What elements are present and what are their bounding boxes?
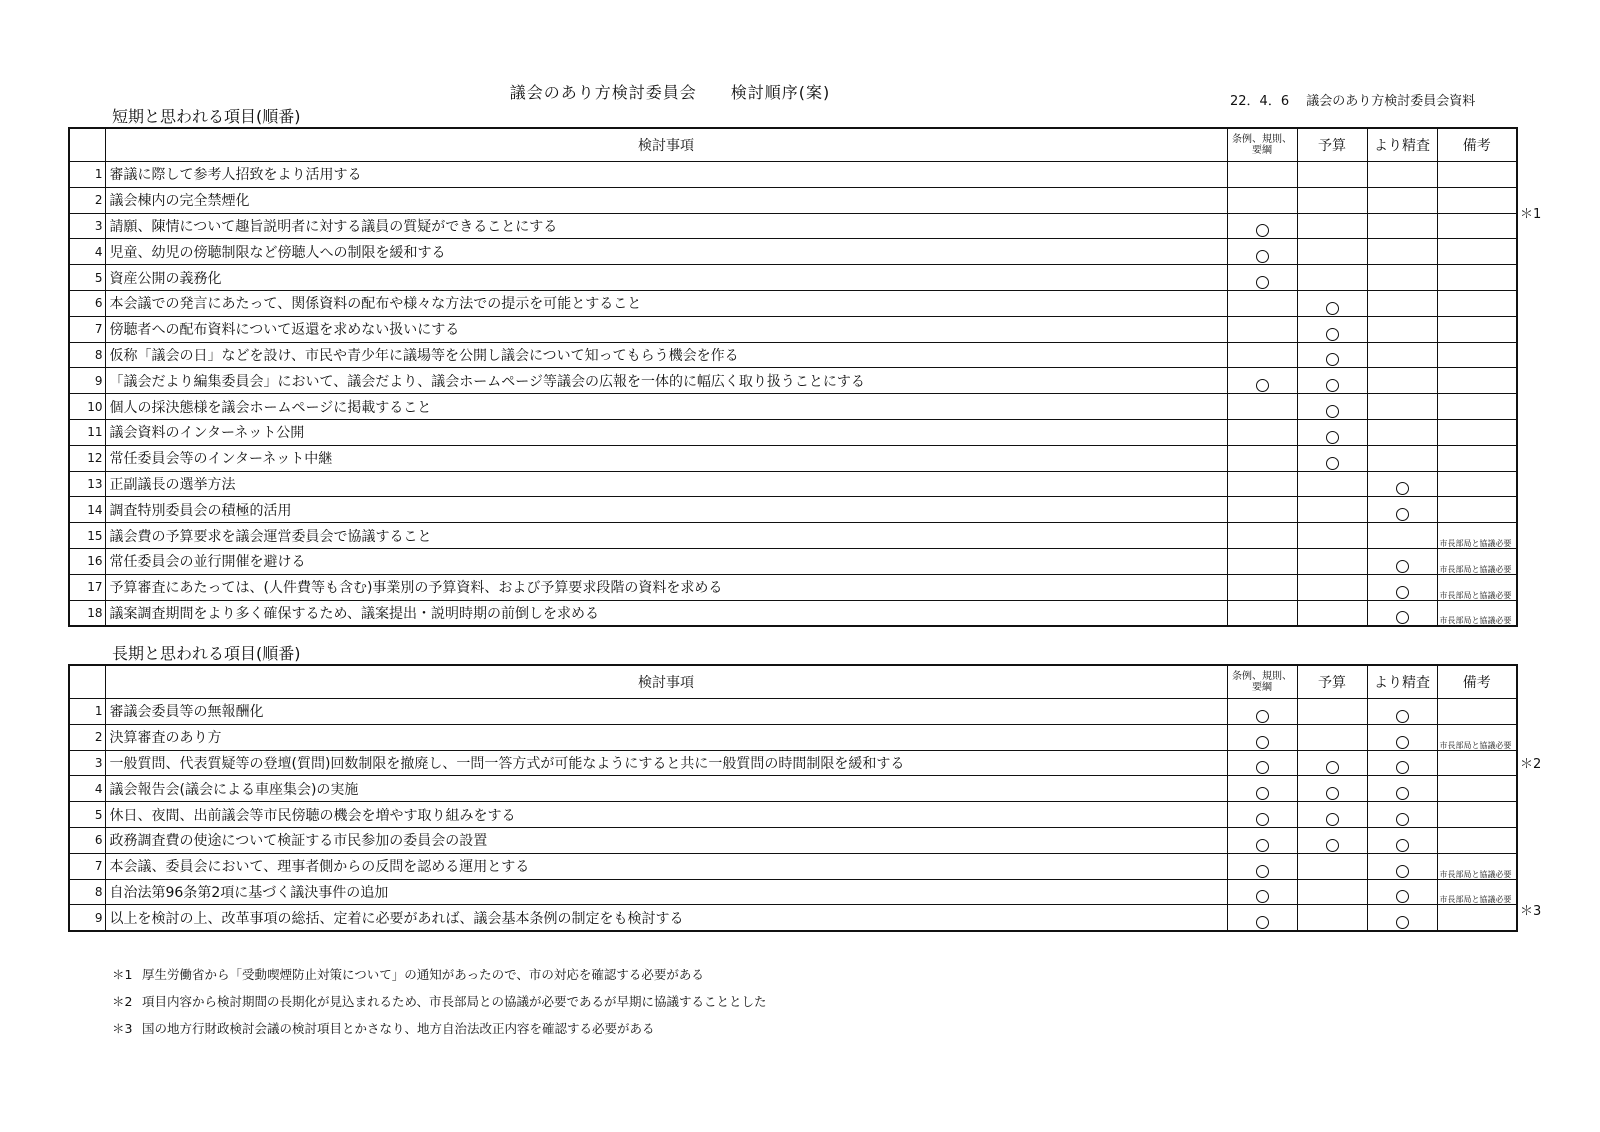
review-mark-cell xyxy=(1367,368,1437,394)
circle-mark-icon xyxy=(1256,890,1269,903)
header-item: 検討事項 xyxy=(105,128,1227,162)
remarks-cell xyxy=(1437,776,1517,802)
row-number: 7 xyxy=(69,853,105,879)
circle-mark-icon xyxy=(1326,353,1339,366)
row-number: 9 xyxy=(69,905,105,931)
ordinance-mark-cell xyxy=(1227,905,1297,931)
budget-mark-cell xyxy=(1297,290,1367,316)
circle-mark-icon xyxy=(1396,761,1409,774)
remarks-cell xyxy=(1437,445,1517,471)
remarks-cell xyxy=(1437,239,1517,265)
circle-mark-icon xyxy=(1326,302,1339,315)
budget-mark-cell xyxy=(1297,445,1367,471)
circle-mark-icon xyxy=(1326,405,1339,418)
remarks-cell xyxy=(1437,699,1517,725)
table-row xyxy=(69,879,1517,905)
row-item-text: 資産公開の義務化 xyxy=(105,265,1227,291)
footnote-1 xyxy=(112,965,704,983)
circle-mark-icon xyxy=(1256,736,1269,749)
circle-mark-icon xyxy=(1326,379,1339,392)
table-row xyxy=(69,497,1517,523)
budget-mark-cell xyxy=(1297,776,1367,802)
ordinance-mark-cell xyxy=(1227,471,1297,497)
circle-mark-icon xyxy=(1256,276,1269,289)
circle-mark-icon xyxy=(1326,457,1339,470)
row-number: 8 xyxy=(69,342,105,368)
budget-mark-cell xyxy=(1297,239,1367,265)
row-item-text: 議会報告会(議会による車座集会)の実施 xyxy=(105,776,1227,802)
table-row xyxy=(69,776,1517,802)
budget-mark-cell xyxy=(1297,419,1367,445)
header-row xyxy=(69,665,1517,699)
row-item-text: 正副議長の選挙方法 xyxy=(105,471,1227,497)
review-mark-cell xyxy=(1367,802,1437,828)
budget-mark-cell xyxy=(1297,316,1367,342)
row-number: 5 xyxy=(69,802,105,828)
ordinance-mark-cell xyxy=(1227,316,1297,342)
ordinance-mark-cell xyxy=(1227,724,1297,750)
circle-mark-icon xyxy=(1256,379,1269,392)
row-item-text: 一般質問、代表質疑等の登壇(質問)回数制限を撤廃し、一問一答方式が可能なようにすると共に一般質問の時間制限を緩和する xyxy=(105,750,1227,776)
table-row xyxy=(69,574,1517,600)
row-item-text: 議案調査期間をより多く確保するため、議案提出・説明時期の前倒しを求める xyxy=(105,600,1227,626)
table-row xyxy=(69,724,1517,750)
remarks-cell xyxy=(1437,342,1517,368)
row-item-text: 以上を検討の上、改革事項の総括、定着に必要があれば、議会基本条例の制定をも検討する xyxy=(105,905,1227,931)
table-row xyxy=(69,394,1517,420)
budget-mark-cell xyxy=(1297,750,1367,776)
row-number: 2 xyxy=(69,724,105,750)
review-mark-cell xyxy=(1367,290,1437,316)
row-item-text: 本会議での発言にあたって、関係資料の配布や様々な方法での提示を可能とすること xyxy=(105,290,1227,316)
table-row xyxy=(69,905,1517,931)
ordinance-mark-cell xyxy=(1227,802,1297,828)
budget-mark-cell xyxy=(1297,879,1367,905)
table-row xyxy=(69,750,1517,776)
ordinance-mark-cell xyxy=(1227,419,1297,445)
row-item-text: 傍聴者への配布資料について返還を求めない扱いにする xyxy=(105,316,1227,342)
circle-mark-icon xyxy=(1396,611,1409,624)
remarks-cell: 市長部局と協議必要 xyxy=(1437,523,1517,549)
row-item-text: 審議に際して参考人招致をより活用する xyxy=(105,162,1227,188)
document-reference: 22．4．6 議会のあり方検討委員会資料 xyxy=(1230,94,1476,109)
review-mark-cell xyxy=(1367,724,1437,750)
circle-mark-icon xyxy=(1256,916,1269,929)
ordinance-mark-cell xyxy=(1227,574,1297,600)
remarks-cell xyxy=(1437,290,1517,316)
circle-mark-icon xyxy=(1396,865,1409,878)
row-item-text: 常任委員会等のインターネット中継 xyxy=(105,445,1227,471)
row-number: 12 xyxy=(69,445,105,471)
row-number: 2 xyxy=(69,187,105,213)
row-item-text: 政務調査費の使途について検証する市民参加の委員会の設置 xyxy=(105,827,1227,853)
circle-mark-icon xyxy=(1326,839,1339,852)
header-number-cell xyxy=(69,665,105,699)
row-item-text: 調査特別委員会の積極的活用 xyxy=(105,497,1227,523)
short-term-title: 短期と思われる項目(順番) xyxy=(112,107,301,126)
budget-mark-cell xyxy=(1297,853,1367,879)
budget-mark-cell xyxy=(1297,187,1367,213)
row-item-text: 常任委員会の並行開催を避ける xyxy=(105,548,1227,574)
header-review: より精査 xyxy=(1367,665,1437,699)
row-item-text: 「議会だより編集委員会」において、議会だより、議会ホームページ等議会の広報を一体的に幅広く取り扱うことにする xyxy=(105,368,1227,394)
remarks-cell xyxy=(1437,394,1517,420)
remarks-cell xyxy=(1437,471,1517,497)
side-mark-1: ＊1 xyxy=(1520,207,1542,222)
row-number: 15 xyxy=(69,523,105,549)
budget-mark-cell xyxy=(1297,724,1367,750)
row-item-text: 児童、幼児の傍聴制限など傍聴人への制限を緩和する xyxy=(105,239,1227,265)
row-number: 6 xyxy=(69,827,105,853)
circle-mark-icon xyxy=(1256,865,1269,878)
ordinance-mark-cell xyxy=(1227,750,1297,776)
footnote-text: 項目内容から検討期間の長期化が見込まれるため、市長部局との協議が必要であるが早期に協議することとした xyxy=(142,994,767,1009)
table-row xyxy=(69,419,1517,445)
footnote-2 xyxy=(112,992,767,1010)
remarks-cell xyxy=(1437,316,1517,342)
row-number: 7 xyxy=(69,316,105,342)
circle-mark-icon xyxy=(1256,813,1269,826)
review-mark-cell xyxy=(1367,548,1437,574)
row-item-text: 自治法第96条第2項に基づく議決事件の追加 xyxy=(105,879,1227,905)
footnote-text: 国の地方行財政検討会議の検討項目とかさなり、地方自治法改正内容を確認する必要がある xyxy=(142,1021,655,1036)
row-item-text: 本会議、委員会において、理事者側からの反問を認める運用とする xyxy=(105,853,1227,879)
review-mark-cell xyxy=(1367,445,1437,471)
budget-mark-cell xyxy=(1297,905,1367,931)
review-mark-cell xyxy=(1367,394,1437,420)
circle-mark-icon xyxy=(1396,586,1409,599)
budget-mark-cell xyxy=(1297,548,1367,574)
row-number: 8 xyxy=(69,879,105,905)
row-item-text: 議会資料のインターネット公開 xyxy=(105,419,1227,445)
table-row xyxy=(69,802,1517,828)
circle-mark-icon xyxy=(1396,890,1409,903)
remarks-cell xyxy=(1437,368,1517,394)
remarks-cell xyxy=(1437,905,1517,931)
ordinance-mark-cell xyxy=(1227,213,1297,239)
table-row xyxy=(69,342,1517,368)
row-number: 9 xyxy=(69,368,105,394)
budget-mark-cell xyxy=(1297,471,1367,497)
remarks-cell: 市長部局と協議必要 xyxy=(1437,574,1517,600)
remarks-cell: 市長部局と協議必要 xyxy=(1437,853,1517,879)
table-row xyxy=(69,471,1517,497)
table-row xyxy=(69,368,1517,394)
review-mark-cell xyxy=(1367,239,1437,265)
table-row xyxy=(69,162,1517,188)
ordinance-mark-cell xyxy=(1227,368,1297,394)
ordinance-mark-cell xyxy=(1227,265,1297,291)
review-mark-cell xyxy=(1367,316,1437,342)
review-mark-cell xyxy=(1367,600,1437,626)
circle-mark-icon xyxy=(1326,431,1339,444)
remarks-cell xyxy=(1437,827,1517,853)
review-mark-cell xyxy=(1367,905,1437,931)
circle-mark-icon xyxy=(1396,787,1409,800)
circle-mark-icon xyxy=(1396,482,1409,495)
long-term-table xyxy=(68,664,1518,932)
long-term-title: 長期と思われる項目(順番) xyxy=(112,644,301,663)
row-number: 11 xyxy=(69,419,105,445)
budget-mark-cell xyxy=(1297,827,1367,853)
ordinance-mark-cell xyxy=(1227,342,1297,368)
ordinance-mark-cell xyxy=(1227,162,1297,188)
review-mark-cell xyxy=(1367,162,1437,188)
row-number: 5 xyxy=(69,265,105,291)
remarks-cell: 市長部局と協議必要 xyxy=(1437,548,1517,574)
header-item: 検討事項 xyxy=(105,665,1227,699)
row-number: 3 xyxy=(69,213,105,239)
circle-mark-icon xyxy=(1326,761,1339,774)
circle-mark-icon xyxy=(1256,224,1269,237)
side-mark-2: ＊2 xyxy=(1520,757,1542,772)
header-remarks: 備考 xyxy=(1437,128,1517,162)
review-mark-cell xyxy=(1367,879,1437,905)
remarks-cell xyxy=(1437,419,1517,445)
review-mark-cell xyxy=(1367,342,1437,368)
header-number-cell xyxy=(69,128,105,162)
circle-mark-icon xyxy=(1396,916,1409,929)
row-number: 13 xyxy=(69,471,105,497)
budget-mark-cell xyxy=(1297,574,1367,600)
circle-mark-icon xyxy=(1396,508,1409,521)
remarks-cell xyxy=(1437,213,1517,239)
footnote-mark: ＊1 xyxy=(112,967,133,982)
footnote-text: 厚生労働省から「受動喫煙防止対策について」の通知があったので、市の対応を確認する必要がある xyxy=(142,967,704,982)
remarks-cell: 市長部局と協議必要 xyxy=(1437,600,1517,626)
circle-mark-icon xyxy=(1396,813,1409,826)
remarks-cell xyxy=(1437,162,1517,188)
row-item-text: 請願、陳情について趣旨説明者に対する議員の質疑ができることにする xyxy=(105,213,1227,239)
footnote-mark: ＊3 xyxy=(112,1021,133,1036)
header-ordinance: 条例、規則、要綱 xyxy=(1227,128,1297,162)
circle-mark-icon xyxy=(1326,787,1339,800)
ordinance-mark-cell xyxy=(1227,394,1297,420)
row-number: 4 xyxy=(69,239,105,265)
budget-mark-cell xyxy=(1297,497,1367,523)
ordinance-mark-cell xyxy=(1227,827,1297,853)
table-row xyxy=(69,827,1517,853)
table-row xyxy=(69,600,1517,626)
remarks-cell: 市長部局と協議必要 xyxy=(1437,724,1517,750)
ordinance-mark-cell xyxy=(1227,187,1297,213)
ordinance-mark-cell xyxy=(1227,776,1297,802)
table-row xyxy=(69,523,1517,549)
review-mark-cell xyxy=(1367,213,1437,239)
header-budget: 予算 xyxy=(1297,128,1367,162)
review-mark-cell xyxy=(1367,419,1437,445)
ordinance-mark-cell xyxy=(1227,497,1297,523)
remarks-cell: 市長部局と協議必要 xyxy=(1437,879,1517,905)
row-item-text: 議会費の予算要求を議会運営委員会で協議すること xyxy=(105,523,1227,549)
remarks-cell xyxy=(1437,187,1517,213)
circle-mark-icon xyxy=(1256,710,1269,723)
table-row xyxy=(69,187,1517,213)
header-ordinance: 条例、規則、要綱 xyxy=(1227,665,1297,699)
circle-mark-icon xyxy=(1396,710,1409,723)
table-row xyxy=(69,853,1517,879)
footnote-mark: ＊2 xyxy=(112,994,133,1009)
review-mark-cell xyxy=(1367,187,1437,213)
circle-mark-icon xyxy=(1256,839,1269,852)
ordinance-mark-cell xyxy=(1227,239,1297,265)
budget-mark-cell xyxy=(1297,162,1367,188)
table-row xyxy=(69,213,1517,239)
table-row xyxy=(69,548,1517,574)
footnote-3 xyxy=(112,1019,655,1037)
budget-mark-cell xyxy=(1297,213,1367,239)
ordinance-mark-cell xyxy=(1227,290,1297,316)
row-number: 1 xyxy=(69,699,105,725)
header-remarks: 備考 xyxy=(1437,665,1517,699)
circle-mark-icon xyxy=(1396,736,1409,749)
circle-mark-icon xyxy=(1396,560,1409,573)
review-mark-cell xyxy=(1367,827,1437,853)
ordinance-mark-cell xyxy=(1227,600,1297,626)
short-term-table xyxy=(68,127,1518,627)
row-number: 16 xyxy=(69,548,105,574)
side-mark-3: ＊3 xyxy=(1520,904,1542,919)
review-mark-cell xyxy=(1367,523,1437,549)
table-row xyxy=(69,265,1517,291)
budget-mark-cell xyxy=(1297,802,1367,828)
review-mark-cell xyxy=(1367,853,1437,879)
row-number: 6 xyxy=(69,290,105,316)
table-row xyxy=(69,316,1517,342)
circle-mark-icon xyxy=(1396,839,1409,852)
circle-mark-icon xyxy=(1326,328,1339,341)
table-row xyxy=(69,290,1517,316)
ordinance-mark-cell xyxy=(1227,879,1297,905)
remarks-cell xyxy=(1437,497,1517,523)
table-row xyxy=(69,699,1517,725)
row-number: 1 xyxy=(69,162,105,188)
ordinance-mark-cell xyxy=(1227,699,1297,725)
header-budget: 予算 xyxy=(1297,665,1367,699)
circle-mark-icon xyxy=(1256,787,1269,800)
row-number: 4 xyxy=(69,776,105,802)
row-number: 3 xyxy=(69,750,105,776)
ordinance-mark-cell xyxy=(1227,853,1297,879)
circle-mark-icon xyxy=(1256,250,1269,263)
circle-mark-icon xyxy=(1326,813,1339,826)
remarks-cell xyxy=(1437,265,1517,291)
row-number: 18 xyxy=(69,600,105,626)
review-mark-cell xyxy=(1367,750,1437,776)
budget-mark-cell xyxy=(1297,368,1367,394)
review-mark-cell xyxy=(1367,497,1437,523)
ordinance-mark-cell xyxy=(1227,548,1297,574)
document-title: 議会のあり方検討委員会 検討順序(案) xyxy=(509,83,831,102)
review-mark-cell xyxy=(1367,699,1437,725)
ordinance-mark-cell xyxy=(1227,445,1297,471)
header-row xyxy=(69,128,1517,162)
table-row xyxy=(69,239,1517,265)
header-review: より精査 xyxy=(1367,128,1437,162)
budget-mark-cell xyxy=(1297,523,1367,549)
budget-mark-cell xyxy=(1297,394,1367,420)
row-number: 10 xyxy=(69,394,105,420)
review-mark-cell xyxy=(1367,265,1437,291)
circle-mark-icon xyxy=(1256,761,1269,774)
budget-mark-cell xyxy=(1297,265,1367,291)
remarks-cell xyxy=(1437,802,1517,828)
budget-mark-cell xyxy=(1297,342,1367,368)
row-item-text: 審議会委員等の無報酬化 xyxy=(105,699,1227,725)
row-item-text: 個人の採決態様を議会ホームページに掲載すること xyxy=(105,394,1227,420)
row-item-text: 予算審査にあたっては、(人件費等も含む)事業別の予算資料、および予算要求段階の資料を求める xyxy=(105,574,1227,600)
row-number: 17 xyxy=(69,574,105,600)
budget-mark-cell xyxy=(1297,600,1367,626)
review-mark-cell xyxy=(1367,471,1437,497)
row-item-text: 仮称「議会の日」などを設け、市民や青少年に議場等を公開し議会について知ってもらう機会を作る xyxy=(105,342,1227,368)
budget-mark-cell xyxy=(1297,699,1367,725)
remarks-cell xyxy=(1437,750,1517,776)
row-item-text: 休日、夜間、出前議会等市民傍聴の機会を増やす取り組みをする xyxy=(105,802,1227,828)
row-number: 14 xyxy=(69,497,105,523)
review-mark-cell xyxy=(1367,574,1437,600)
row-item-text: 決算審査のあり方 xyxy=(105,724,1227,750)
ordinance-mark-cell xyxy=(1227,523,1297,549)
row-item-text: 議会棟内の完全禁煙化 xyxy=(105,187,1227,213)
review-mark-cell xyxy=(1367,776,1437,802)
table-row xyxy=(69,445,1517,471)
